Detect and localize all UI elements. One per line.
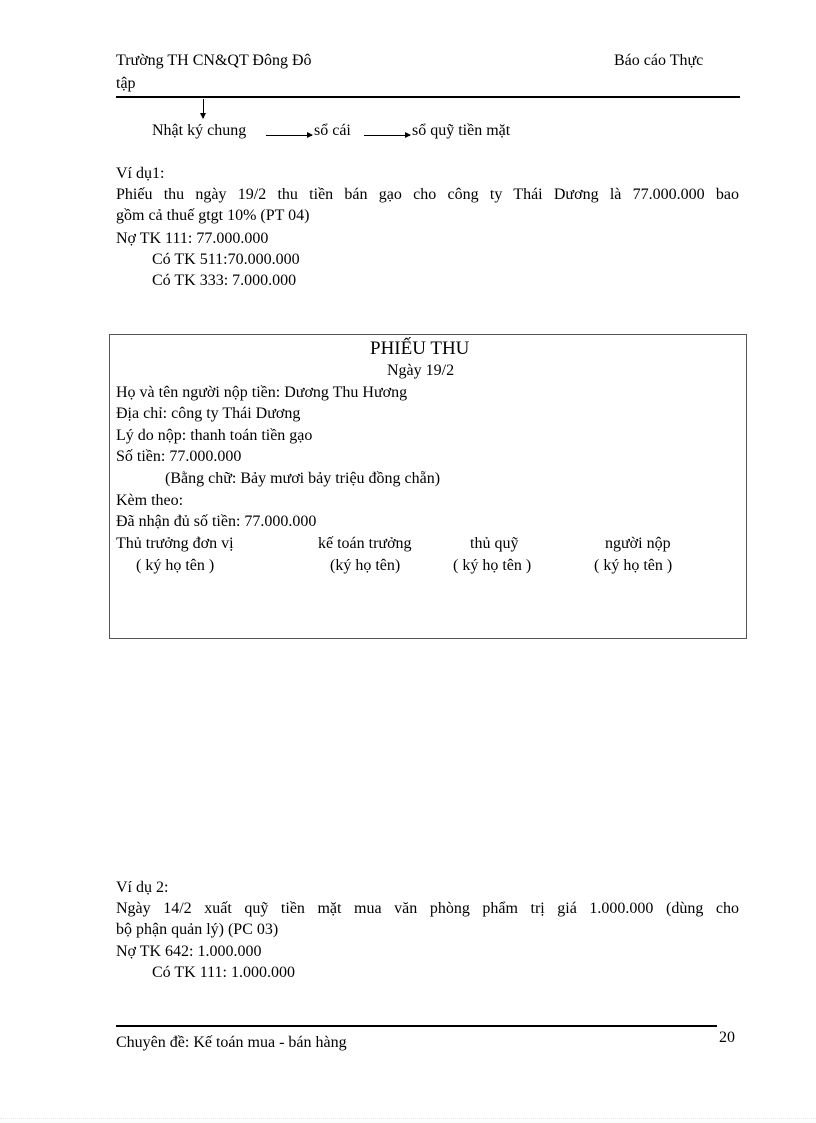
example1-debit: Nợ TK 111: 77.000.000 bbox=[116, 230, 269, 247]
right-arrow-icon bbox=[266, 135, 312, 136]
header-report-title-cont: tập bbox=[116, 75, 136, 92]
example1-title: Ví dụ1: bbox=[116, 165, 165, 182]
header-school: Trường TH CN&QT Đông Đô bbox=[116, 52, 312, 69]
footer-topic: Chuyên đề: Kế toán mua - bán hàng bbox=[116, 1034, 347, 1051]
receipt-received: Đã nhận đủ số tiền: 77.000.000 bbox=[116, 513, 317, 530]
receipt-address: Địa chỉ: công ty Thái Dương bbox=[116, 405, 301, 422]
signer-chief-accountant: kế toán trưởng bbox=[318, 535, 412, 552]
receipt-payer: Họ và tên người nộp tiền: Dương Thu Hương bbox=[116, 384, 408, 401]
example1-description: Phiếu thu ngày 19/2 thu tiền bán gạo cho công ty Thái Dương là 77.000.000 bao bbox=[116, 186, 739, 203]
sign-note-director: ( ký họ tên ) bbox=[136, 557, 215, 574]
flow-step-ledger: sổ cái bbox=[314, 122, 351, 139]
footer-rule bbox=[116, 1025, 717, 1027]
flow-step-cashbook: sổ quỹ tiền mặt bbox=[412, 122, 511, 139]
signer-cashier: thủ quỹ bbox=[470, 535, 519, 552]
example2-title: Ví dụ 2: bbox=[116, 879, 169, 896]
example2-credit: Có TK 111: 1.000.000 bbox=[152, 964, 295, 981]
right-arrow-icon bbox=[364, 135, 410, 136]
example1-credit-333: Có TK 333: 7.000.000 bbox=[152, 272, 297, 289]
receipt-title: PHIẾU THU bbox=[370, 338, 470, 359]
sign-note-payer: ( ký họ tên ) bbox=[594, 557, 673, 574]
header-rule bbox=[116, 96, 740, 98]
signer-payer: người nộp bbox=[605, 535, 671, 552]
header-report-title: Báo cáo Thực bbox=[614, 52, 704, 69]
example2-debit: Nợ TK 642: 1.000.000 bbox=[116, 943, 262, 960]
receipt-amount-words: (Bằng chữ: Bảy mươi bảy triệu đồng chẵn) bbox=[165, 470, 441, 487]
sign-note-chief-accountant: (ký họ tên) bbox=[330, 557, 401, 574]
receipt-reason: Lý do nộp: thanh toán tiền gạo bbox=[116, 427, 313, 444]
example1-description-cont: gồm cả thuế gtgt 10% (PT 04) bbox=[116, 207, 310, 224]
page-number: 20 bbox=[719, 1029, 735, 1046]
page-bottom-edge bbox=[0, 1118, 816, 1120]
down-arrow-icon bbox=[203, 99, 204, 118]
receipt-date: Ngày 19/2 bbox=[387, 362, 455, 379]
receipt-attached: Kèm theo: bbox=[116, 492, 184, 509]
receipt-amount: Số tiền: 77.000.000 bbox=[116, 448, 242, 465]
signer-director: Thủ trưởng đơn vị bbox=[116, 535, 234, 552]
example1-credit-511: Có TK 511:70.000.000 bbox=[152, 251, 300, 268]
sign-note-cashier: ( ký họ tên ) bbox=[453, 557, 532, 574]
flow-step-journal: Nhật ký chung bbox=[152, 122, 247, 139]
example2-description-cont: bộ phận quản lý) (PC 03) bbox=[116, 921, 279, 938]
example2-description: Ngày 14/2 xuất quỹ tiền mặt mua văn phòng phẩm trị giá 1.000.000 (dùng cho bbox=[116, 900, 739, 917]
